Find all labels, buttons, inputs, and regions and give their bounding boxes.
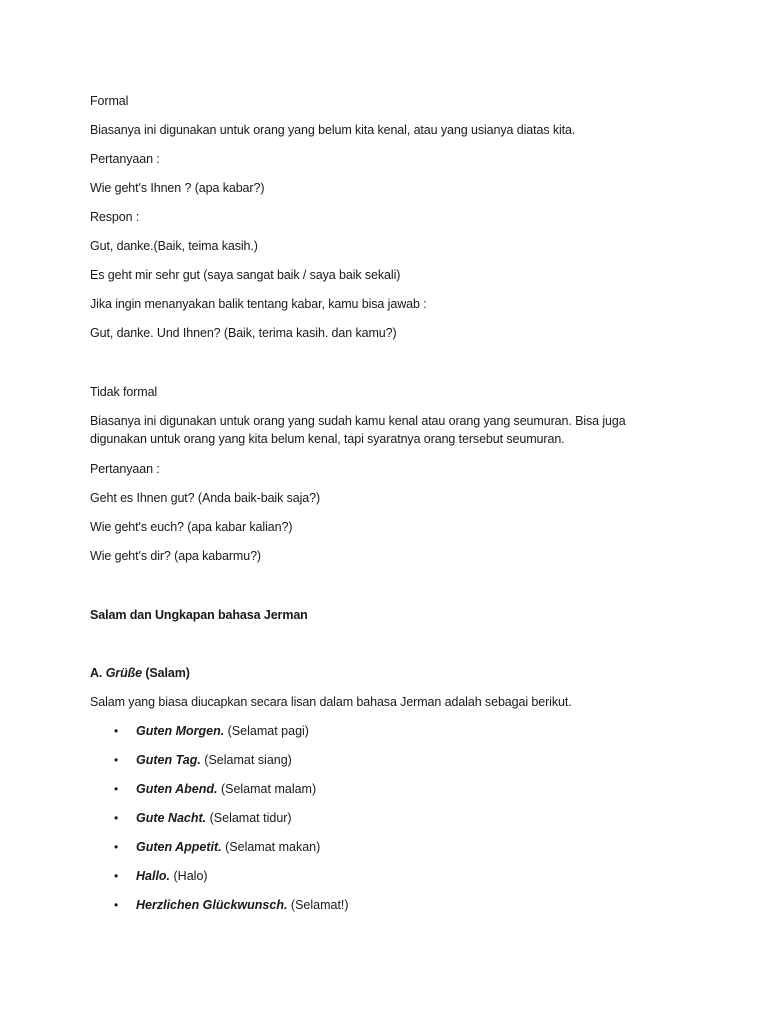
greeting-term: Herzlichen Glückwunsch. [136,898,288,912]
subsection-prefix: A. [90,666,106,680]
formal-ask-back-intro: Jika ingin menanyakan balik tentang kabar, kamu bisa jawab : [90,297,427,311]
section-intro: Salam yang biasa diucapkan secara lisan dalam bahasa Jerman adalah sebagai berikut. [90,695,572,709]
informal-question-1: Geht es Ihnen gut? (Anda baik-baik saja?) [90,491,321,505]
bullet-icon: • [114,724,119,738]
bullet-icon: • [114,869,119,883]
bullet-icon: • [114,753,119,767]
informal-description: Biasanya ini digunakan untuk orang yang sudah kamu kenal atau orang yang seumuran. Bisa juga digunakan untuk orang yang kita belum kenal, tapi syaratnya orang tersebut seumuran. [90,414,626,446]
formal-question: Wie geht's Ihnen ? (apa kabar?) [90,181,265,195]
greeting-meaning: (Selamat pagi) [224,724,309,738]
bullet-icon: • [114,898,119,912]
greeting-term: Gute Nacht. [136,811,207,825]
informal-heading: Tidak formal [90,385,158,399]
greeting-meaning: (Selamat malam) [217,782,317,796]
formal-heading: Formal [90,94,129,108]
greeting-term: Guten Abend. [136,782,218,796]
bullet-icon: • [114,840,119,854]
greeting-meaning: (Selamat tidur) [206,811,292,825]
subsection-term: Grüße [105,666,142,680]
greeting-term: Guten Tag. [136,753,201,767]
section-title: Salam dan Ungkapan bahasa Jerman [90,608,308,622]
greeting-term: Hallo. [136,869,171,883]
bullet-icon: • [114,782,119,796]
bullet-icon: • [114,811,119,825]
greeting-meaning: (Selamat siang) [200,753,292,767]
formal-response-1: Gut, danke.(Baik, teima kasih.) [90,239,258,253]
formal-description: Biasanya ini digunakan untuk orang yang belum kita kenal, atau yang usianya diatas kita. [90,123,576,137]
greeting-term: Guten Morgen. [136,724,225,738]
subsection-suffix: (Salam) [142,666,190,680]
informal-question-2: Wie geht's euch? (apa kabar kalian?) [90,520,293,534]
greeting-meaning: (Selamat!) [287,898,349,912]
greeting-meaning: (Halo) [170,869,208,883]
formal-question-label: Pertanyaan : [90,152,160,166]
formal-ask-back: Gut, danke. Und Ihnen? (Baik, terima kasih. dan kamu?) [90,326,397,340]
greeting-term: Guten Appetit. [136,840,222,854]
formal-response-label: Respon : [90,210,140,224]
informal-question-label: Pertanyaan : [90,462,160,476]
formal-response-2: Es geht mir sehr gut (saya sangat baik / saya baik sekali) [90,268,401,282]
greeting-meaning: (Selamat makan) [221,840,321,854]
subsection-heading [90,664,190,682]
informal-question-3: Wie geht's dir? (apa kabarmu?) [90,549,261,563]
